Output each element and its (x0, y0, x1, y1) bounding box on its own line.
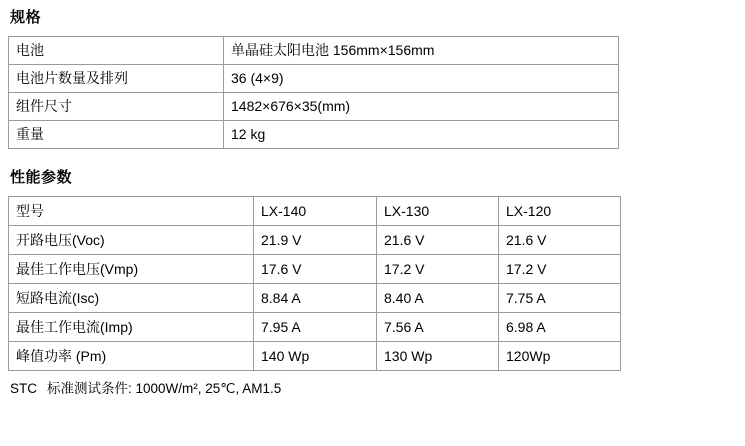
table-header-row (9, 197, 621, 226)
perf-value-cell: 21.9 V (254, 226, 377, 255)
perf-value-cell: 17.2 V (377, 255, 499, 284)
spec-section-title: 规格 (10, 9, 42, 26)
spec-label-cell: 组件尺寸 (9, 93, 224, 121)
specifications-table (8, 36, 619, 149)
perf-value-cell: 21.6 V (499, 226, 621, 255)
table-row (9, 65, 619, 93)
perf-value-cell: 21.6 V (377, 226, 499, 255)
perf-value-cell: 140 Wp (254, 342, 377, 371)
perf-value-cell: 8.84 A (254, 284, 377, 313)
stc-footnote-prefix: STC (10, 381, 37, 397)
perf-label-cell: 最佳工作电压(Vmp) (9, 255, 254, 284)
perf-value-cell: 7.95 A (254, 313, 377, 342)
table-row (9, 284, 621, 313)
perf-header-cell: 型号 (9, 197, 254, 226)
perf-value-cell: 8.40 A (377, 284, 499, 313)
stc-footnote-text: 标准测试条件: 1000W/m², 25℃, AM1.5 (47, 381, 282, 397)
perf-value-cell: 17.6 V (254, 255, 377, 284)
stc-footnote (10, 377, 745, 397)
perf-value-cell: 6.98 A (499, 313, 621, 342)
spec-label-cell: 重量 (9, 121, 224, 149)
table-row (9, 313, 621, 342)
perf-label-cell: 最佳工作电流(Imp) (9, 313, 254, 342)
table-row (9, 226, 621, 255)
spec-label-cell: 电池片数量及排列 (9, 65, 224, 93)
performance-section-title: 性能参数 (10, 169, 73, 187)
spec-value-cell: 36 (4×9) (224, 65, 619, 93)
spec-value-cell: 单晶硅太阳电池 156mm×156mm (224, 37, 619, 65)
perf-value-cell: 7.56 A (377, 313, 499, 342)
perf-value-cell: 130 Wp (377, 342, 499, 371)
spec-value-cell: 12 kg (224, 121, 619, 149)
perf-header-cell: LX-120 (499, 197, 621, 226)
perf-value-cell: 7.75 A (499, 284, 621, 313)
perf-label-cell: 峰值功率 (Pm) (9, 342, 254, 371)
perf-header-cell: LX-130 (377, 197, 499, 226)
perf-value-cell: 17.2 V (499, 255, 621, 284)
performance-table (8, 196, 621, 371)
perf-value-cell: 120Wp (499, 342, 621, 371)
perf-label-cell: 短路电流(Isc) (9, 284, 254, 313)
table-row (9, 255, 621, 284)
table-row (9, 37, 619, 65)
spec-value-cell: 1482×676×35(mm) (224, 93, 619, 121)
perf-label-cell: 开路电压(Voc) (9, 226, 254, 255)
table-row (9, 93, 619, 121)
perf-header-cell: LX-140 (254, 197, 377, 226)
table-row (9, 121, 619, 149)
table-row (9, 342, 621, 371)
spec-label-cell: 电池 (9, 37, 224, 65)
